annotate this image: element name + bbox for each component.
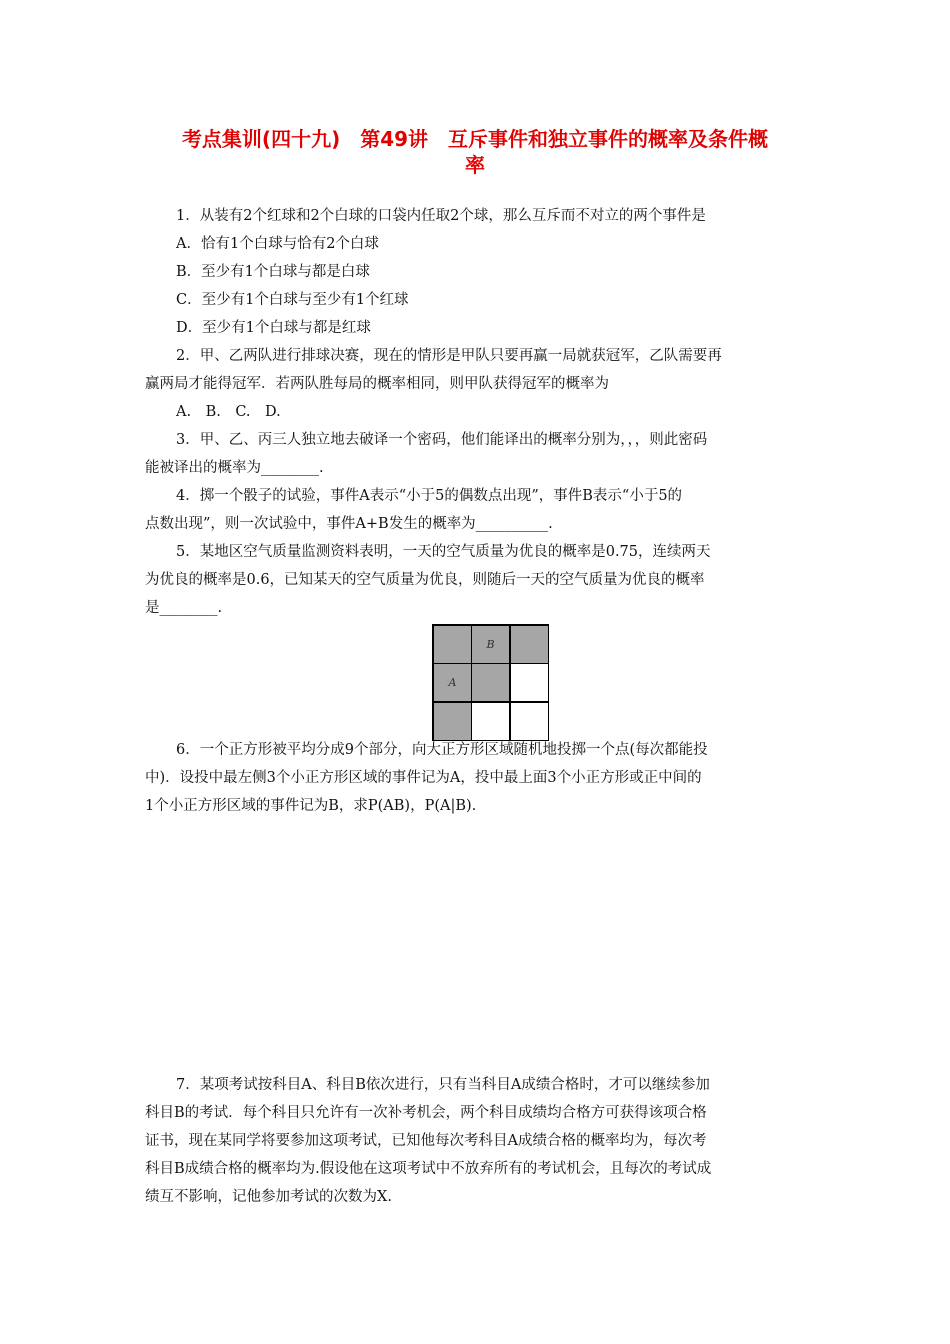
q2-stem-line-2: 赢两局才能得冠军．若两队胜每局的概率相同，则甲队获得冠军的概率为 xyxy=(145,376,609,392)
grid-cell-a xyxy=(433,663,472,702)
grid-cell xyxy=(433,702,472,741)
q1-option-c: C．至少有1个白球与至少有1个红球 xyxy=(176,292,409,308)
grid-cell xyxy=(510,702,549,741)
title-line-1: 考点集训(四十九) 第49讲 互斥事件和独立事件的概率及条件概 xyxy=(181,127,769,151)
q7-stem-line-3: 证书，现在某同学将要参加这项考试，已知他每次考科目A成绩合格的概率均为，每次考 xyxy=(145,1133,707,1149)
q3-stem-line-1: 3．甲、乙、丙三人独立地去破译一个密码，他们能译出的概率分别为，，，则此密码 xyxy=(176,432,708,448)
q5-stem-line-3: 是________. xyxy=(145,600,223,616)
label-a: A xyxy=(448,676,457,689)
q5-stem-line-1: 5．某地区空气质量监测资料表明，一天的空气质量为优良的概率是0.75，连续两天 xyxy=(176,544,711,560)
q1-option-a: A．恰有1个白球与恰有2个白球 xyxy=(176,236,379,252)
q7-stem-line-1: 7．某项考试按科目A、科目B依次进行，只有当科目A成绩合格时，才可以继续参加 xyxy=(176,1077,710,1093)
grid-cell xyxy=(510,625,549,664)
q2-stem-line-1: 2．甲、乙两队进行排球决赛，现在的情形是甲队只要再赢一局就获冠军，乙队需要再 xyxy=(176,348,722,364)
q7-stem-line-2: 科目B的考试．每个科目只允许有一次补考机会，两个科目成绩均合格方可获得该项合格 xyxy=(145,1105,707,1121)
q6-stem-line-1: 6．一个正方形被平均分成9个部分，向大正方形区域随机地投掷一个点(每次都能投 xyxy=(176,742,708,758)
q1-option-b: B．至少有1个白球与都是白球 xyxy=(176,264,370,280)
page-title xyxy=(120,126,830,178)
q3-stem-line-2: 能被译出的概率为________. xyxy=(145,460,324,476)
q6-stem-line-3: 1个小正方形区域的事件记为B，求P(AB)，P(A|B). xyxy=(145,798,477,814)
grid-cell xyxy=(471,702,510,741)
q4-stem-line-1: 4．掷一个骰子的试验，事件A表示“小于5的偶数点出现”，事件B表示“小于5的 xyxy=(176,488,683,504)
title-line-2: 率 xyxy=(465,153,485,177)
grid-cell xyxy=(433,625,472,664)
q1-stem: 1．从装有2个红球和2个白球的口袋内任取2个球，那么互斥而不对立的两个事件是 xyxy=(176,208,706,224)
grid-cell xyxy=(471,663,510,702)
q2-options: A. B. C. D. xyxy=(176,404,281,420)
q1-option-d: D．至少有1个白球与都是红球 xyxy=(176,320,371,336)
label-b: B xyxy=(486,638,495,651)
q4-stem-line-2: 点数出现”，则一次试验中，事件A+B发生的概率为__________. xyxy=(145,516,553,532)
q6-stem-line-2: 中)．设投中最左侧3个小正方形区域的事件记为A，投中最上面3个小正方形或正中间的 xyxy=(145,770,702,786)
grid-cell xyxy=(510,663,549,702)
q7-stem-line-5: 绩互不影响，记他参加考试的次数为X. xyxy=(145,1189,392,1205)
q5-stem-line-2: 为优良的概率是0.6，已知某天的空气质量为优良，则随后一天的空气质量为优良的概率 xyxy=(145,572,705,588)
q7-stem-line-4: 科目B成绩合格的概率均为.假设他在这项考试中不放弃所有的考试机会，且每次的考试成 xyxy=(145,1161,712,1177)
square-grid-figure xyxy=(432,624,549,741)
grid-cell-b xyxy=(471,625,510,664)
